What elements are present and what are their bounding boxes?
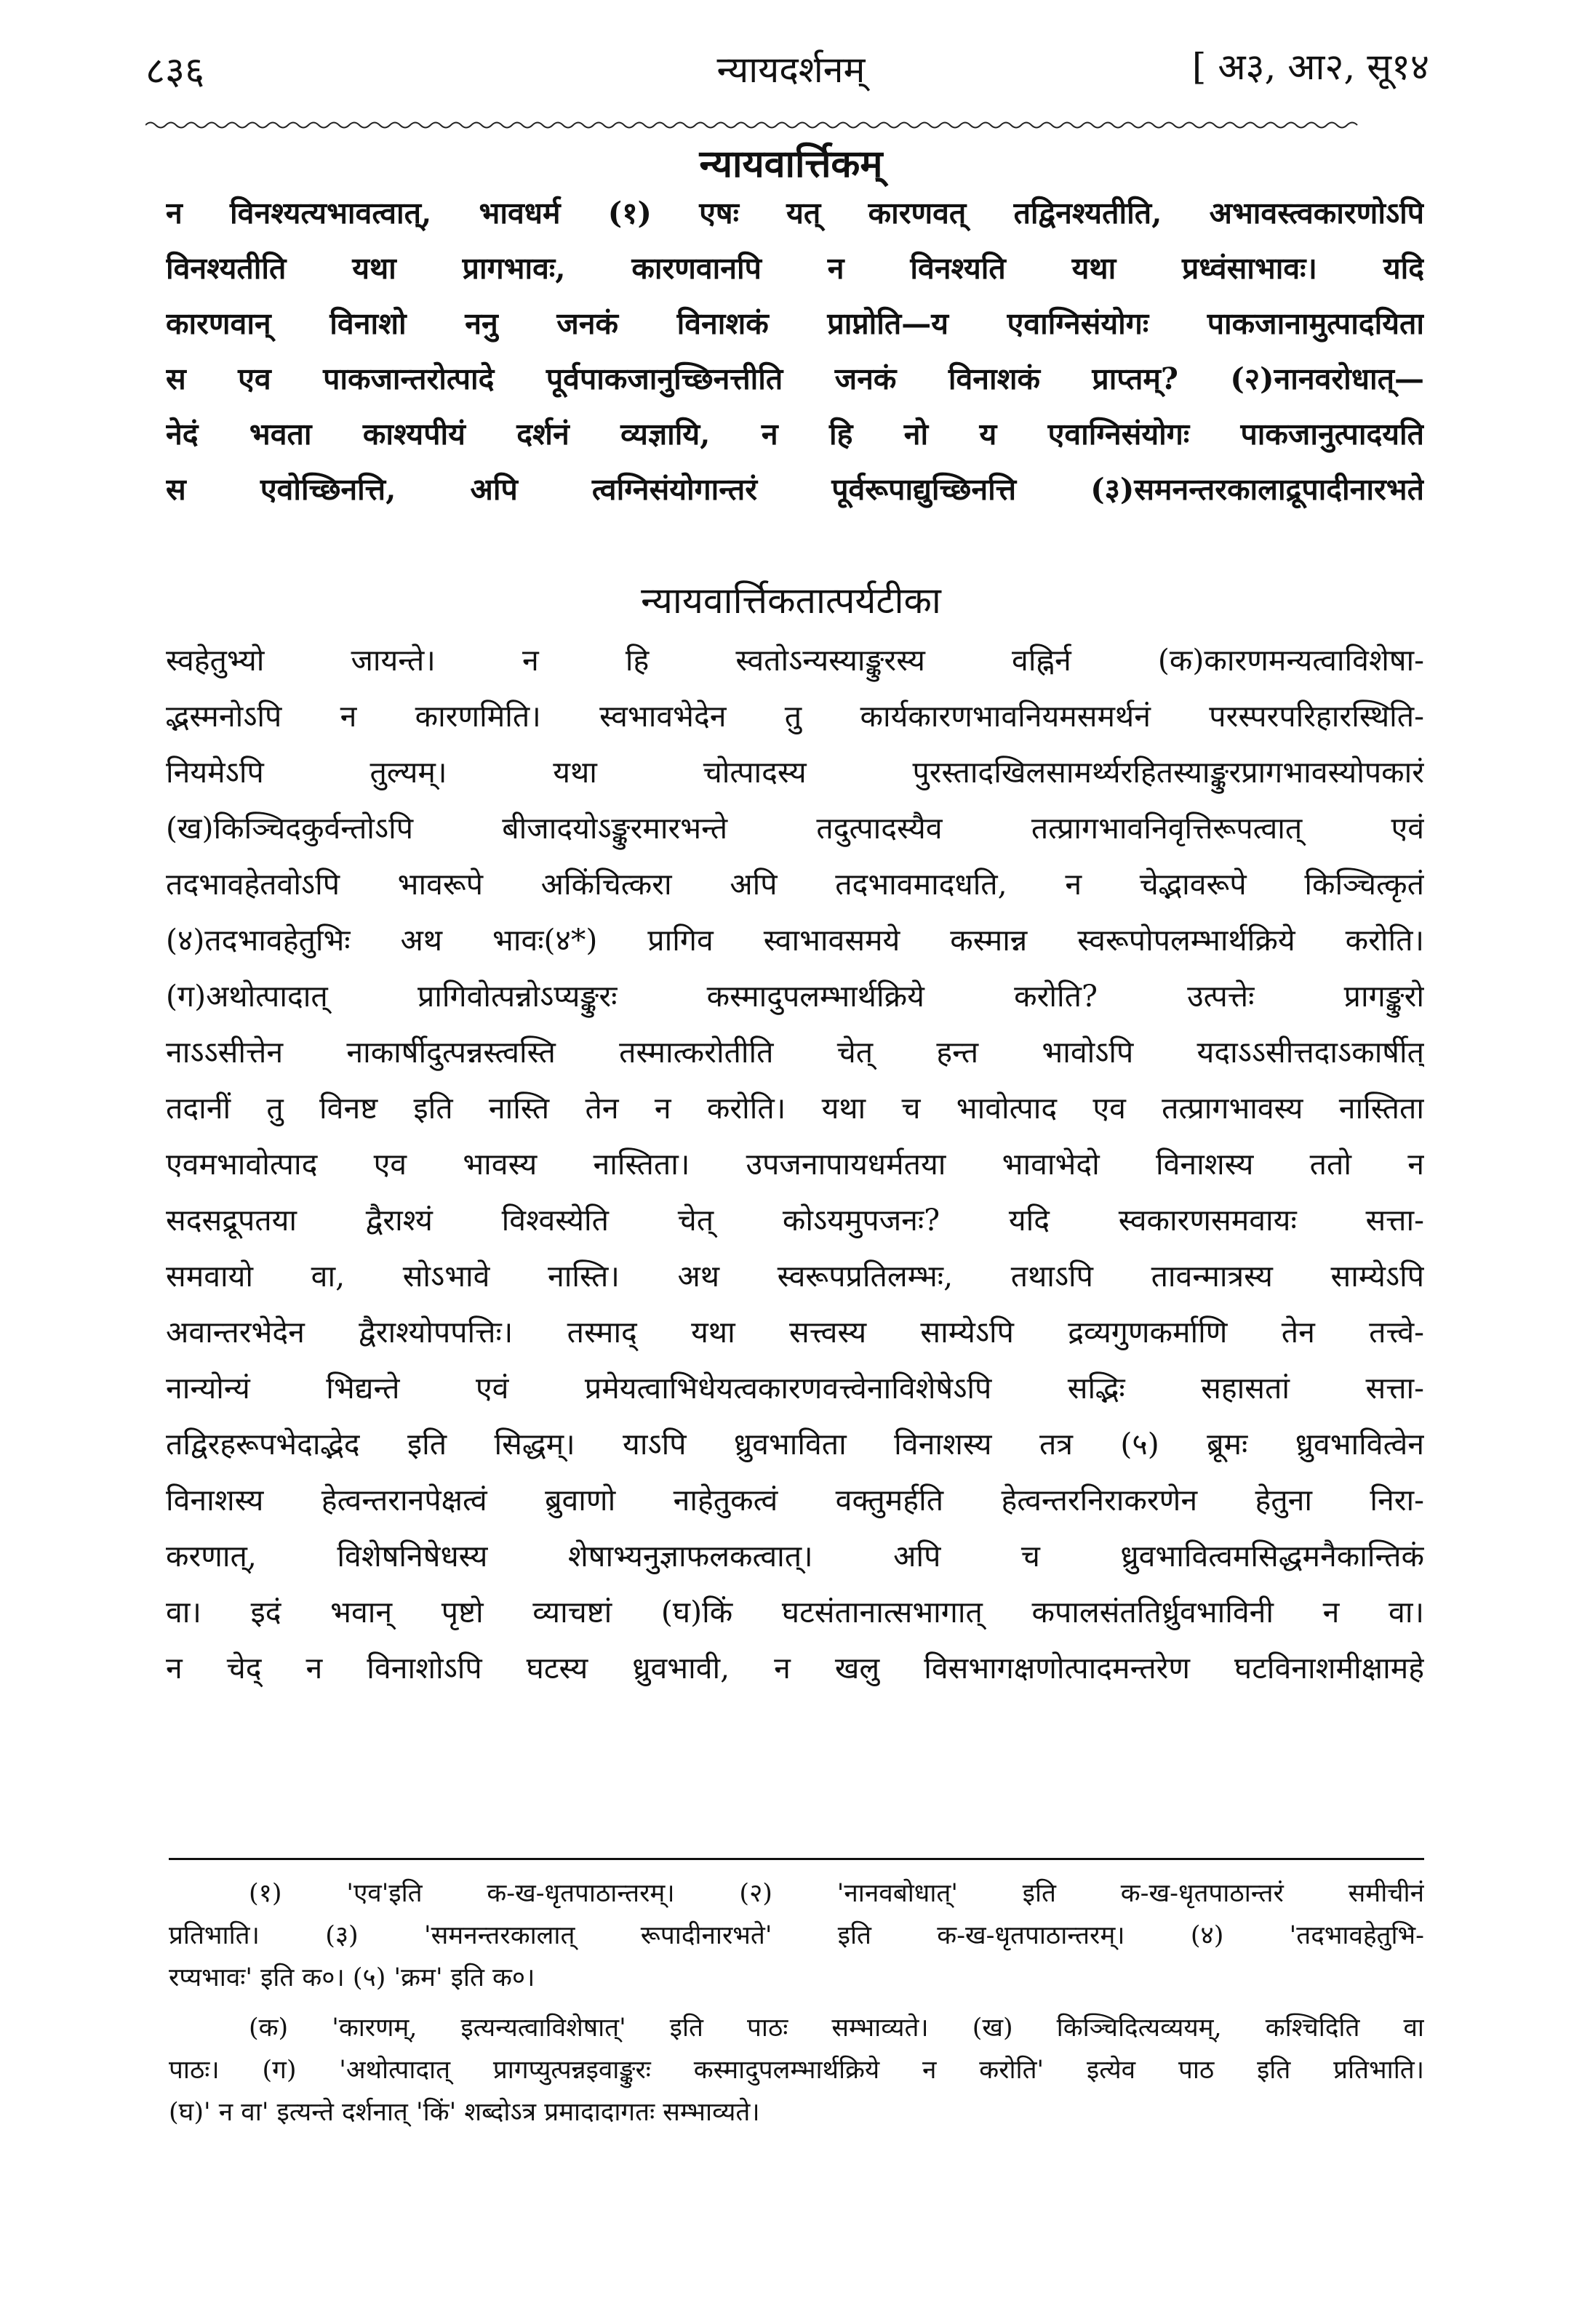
commentary-line: वा। इदं भवान् पृष्टो व्याचष्टां (घ)किं घटसंतानात्सभागात् कपालसंततिर्ध्रुवभाविनी न वा। <box>166 1595 1424 1630</box>
commentary-line: नियमेऽपि तुल्यम्। यथा चोत्पादस्य पुरस्तादखिलसामर्थ्यरहितस्याङ्कुरप्रागभावस्योपकारं <box>166 755 1424 790</box>
vartika-line: विनश्यतीति यथा प्रागभावः, कारणवानपि न विनश्यति यथा प्रध्वंसाभावः। यदि <box>166 251 1424 286</box>
commentary-line: करणात्, विशेषनिषेधस्य शेषाभ्यनुज्ञाफलकत्वात्। अपि च ध्रुवभावित्वमसिद्धमनैकान्तिकं <box>166 1539 1424 1574</box>
commentary-line: तदभावहेतवोऽपि भावरूपे अकिंचित्करा अपि तदभावमादधति, न चेद्भावरूपे किञ्चित्कृतं <box>166 867 1424 902</box>
commentary-line: तदानीं तु विनष्ट इति नास्ति तेन न करोति। यथा च भावोत्पाद एव तत्प्रागभावस्य नास्तिता <box>166 1091 1424 1126</box>
commentary-line: (४)तदभावहेतुभिः अथ भावः(४*) प्रागिव स्वाभावसमये कस्मान्न स्वरूपोपलम्भार्थक्रिये करोति। <box>166 923 1424 958</box>
commentary-line: न चेद् न विनाशोऽपि घटस्य ध्रुवभावी, न खलु विसभागक्षणोत्पादमन्तरेण घटविनाशमीक्षामहे <box>166 1651 1424 1686</box>
footnote-line: पाठः। (ग) 'अथोत्पादात् प्रागप्युत्पन्नइवाङ्कुरः कस्मादुपलम्भार्थक्रिये न करोति' इत्येव पाठ इति प्रतिभाति। <box>169 2056 1424 2085</box>
vartika-section-title: न्यायवार्त्तिकम् <box>699 142 883 186</box>
vartika-line: स एवोच्छिनत्ति, अपि त्वग्निसंयोगान्तरं पूर्वरूपाद्युच्छिनत्ति (३)समनन्तरकालाद्रूपादीनारभते <box>166 472 1424 507</box>
running-title: न्यायदर्शनम् <box>716 49 866 91</box>
page-number: ८३६ <box>145 49 205 93</box>
footnote-line: (१) 'एव'इति क-ख-धृतपाठान्तरम्। (२) 'नानवबोधात्' इति क-ख-धृतपाठान्तरं समीचीनं <box>249 1879 1424 1908</box>
numbered-footnotes <box>169 1872 1424 1999</box>
commentary-line: अवान्तरभेदेन द्वैराश्योपपत्तिः। तस्माद् यथा सत्त्वस्य साम्येऽपि द्रव्यगुणकर्माणि तेन तत्त्वे- <box>166 1315 1424 1350</box>
vartika-text <box>166 185 1424 517</box>
chapter-sutra-reference: [ अ३, आ२, सू१४ <box>1191 46 1429 88</box>
footnote-line: रप्यभावः' इति क०। (५) 'क्रम' इति क०। <box>169 1963 535 1992</box>
vartika-line: न विनश्यत्यभावत्वात्, भावधर्म (१) एषः यत् कारणवत् तद्विनश्यतीति, अभावस्त्वकारणोऽपि <box>166 196 1424 231</box>
commentary-line: स्वहेतुभ्यो जायन्ते। न हि स्वतोऽन्यस्याङ्कुरस्य वह्निर्न (क)कारणमन्यत्वाविशेषा- <box>166 643 1424 678</box>
header-wavy-rule <box>145 120 1426 130</box>
page-header <box>0 38 1582 103</box>
commentary-line: नान्योन्यं भिद्यन्ते एवं प्रमेयत्वाभिधेयत्वकारणवत्त्वेनाविशेषेऽपि सद्भिः सहासतां सत्ता- <box>166 1371 1424 1406</box>
footnote-divider <box>169 1858 1424 1860</box>
commentary-line: नाऽऽसीत्तेन नाकार्षीदुत्पन्नस्त्वस्ति तस्मात्करोतीति चेत् हन्त भावोऽपि यदाऽऽसीत्तदाऽकार्षीत् <box>166 1035 1424 1070</box>
commentary-line: समवायो वा, सोऽभावे नास्ति। अथ स्वरूपप्रतिलम्भः, तथाऽपि तावन्मात्रस्य साम्येऽपि <box>166 1259 1424 1294</box>
commentary-line: (ख)किञ्चिदकुर्वन्तोऽपि बीजादयोऽङ्कुरमारभन्ते तदुत्पादस्यैव तत्प्रागभावनिवृत्तिरूपत्वात् एवं <box>166 811 1424 846</box>
lettered-footnotes <box>169 2007 1424 2133</box>
commentary-line: सदसद्रूपतया द्वैराश्यं विश्वस्येति चेत् कोऽयमुपजनः? यदि स्वकारणसमवायः सत्ता- <box>166 1203 1424 1238</box>
vartika-line: नेदं भवता काश्यपीयं दर्शनं व्यज्ञायि, न हि नो य एवाग्निसंयोगः पाकजानुत्पादयति <box>166 417 1424 452</box>
commentary-line: (ग)अथोत्पादात् प्रागिवोत्पन्नोऽप्यङ्कुरः कस्मादुपलम्भार्थक्रिये करोति? उत्पत्तेः प्रागङ्कुरो <box>166 979 1424 1014</box>
footnote-line: (क) 'कारणम्, इत्यन्यत्वाविशेषात्' इति पाठः सम्भाव्यते। (ख) किञ्चिदित्यव्ययम्, कश्चिदिति वा <box>249 2014 1424 2043</box>
commentary-line: तद्विरहरूपभेदाद्भेद इति सिद्धम्। याऽपि ध्रुवभाविता विनाशस्य तत्र (५) ब्रूमः ध्रुवभावित्वेन <box>166 1427 1424 1462</box>
commentary-line: द्भस्मनोऽपि न कारणमिति। स्वभावभेदेन तु कार्यकारणभावनियमसमर्थनं परस्परपरिहारस्थिति- <box>166 699 1424 734</box>
footnote-line: (घ)' न वा' इत्यन्ते दर्शनात् 'किं' शब्दोऽत्र प्रमादादागतः सम्भाव्यते। <box>169 2098 760 2127</box>
tatparya-section-title: न्यायवार्त्तिकतात्पर्यटीका <box>641 580 941 622</box>
commentary-line: विनाशस्य हेत्वन्तरानपेक्षत्वं ब्रुवाणो नाहेतुकत्वं वक्तुमर्हति हेत्वन्तरनिराकरणेन हेतुना निरा- <box>166 1483 1424 1518</box>
footnote-line: प्रतिभाति। (३) 'समनन्तरकालात् रूपादीनारभते' इति क-ख-धृतपाठान्तरम्। (४) 'तदभावहेतुभि- <box>169 1921 1424 1950</box>
vartika-line: स एव पाकजान्तरोत्पादे पूर्वपाकजानुच्छिनत्तीति जनकं विनाशकं प्राप्तम्? (२)नानवरोधात्— <box>166 361 1424 396</box>
vartika-line: कारणवान् विनाशो ननु जनकं विनाशकं प्राप्नोति—य एवाग्निसंयोगः पाकजानामुत्पादयिता <box>166 306 1424 341</box>
commentary-line: एवमभावोत्पाद एव भावस्य नास्तिता। उपजनापायधर्मतया भावाभेदो विनाशस्य ततो न <box>166 1147 1424 1182</box>
tatparya-text <box>166 633 1424 1696</box>
